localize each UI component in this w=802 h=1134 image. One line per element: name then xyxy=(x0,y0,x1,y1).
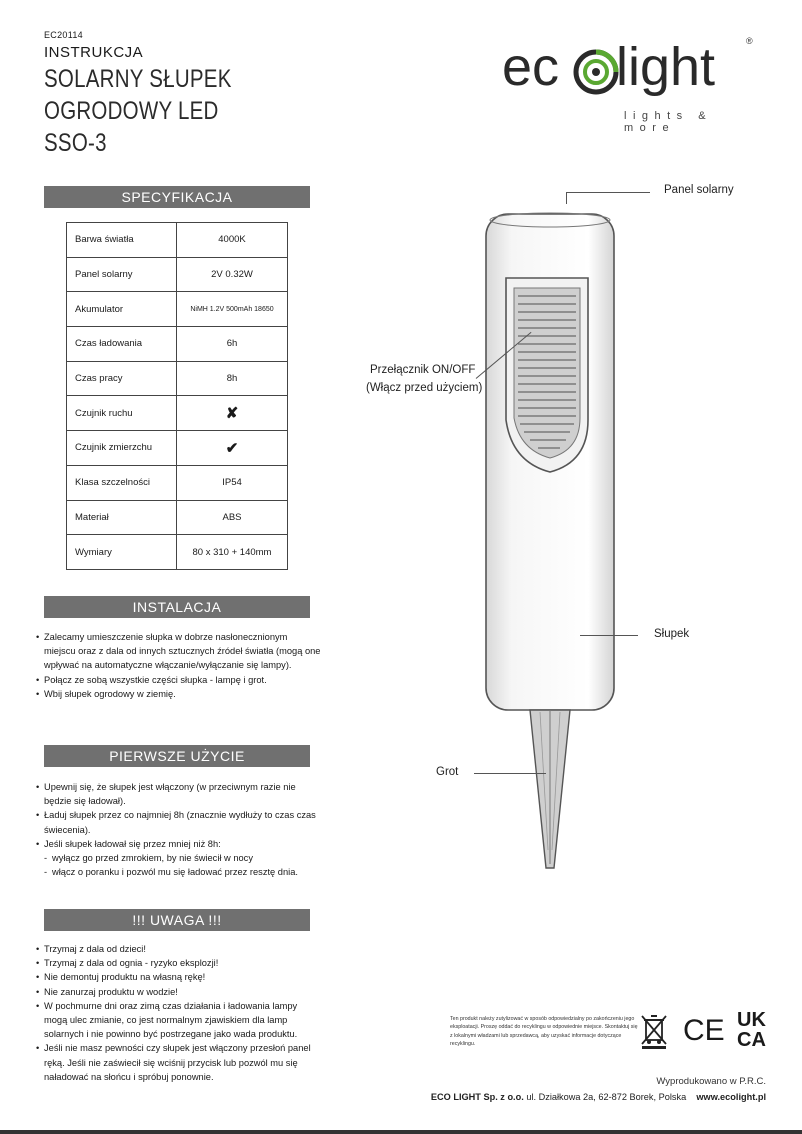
list-item: • Ładuj słupek przez co najmniej 8h (znacznie wydłuży to czas czas świecenia). xyxy=(36,808,321,836)
list-item: • Jeśli nie masz pewności czy słupek jest włączony przesłoń panel ręką. Jeśli nie zaświecił się wciśnij przycisk lub pozwól mu się naładować na słońcu i spróbuj ponownie. xyxy=(36,1041,321,1084)
weee-bin-icon xyxy=(640,1012,668,1050)
spec-heading: SPECYFIKACJA xyxy=(44,186,310,208)
spec-row xyxy=(67,223,288,258)
product-code: EC20114 xyxy=(44,30,83,40)
spike-leader-line xyxy=(474,773,546,774)
logo-light-text: light xyxy=(616,37,716,97)
label-switch-note: (Włącz przed użyciem) xyxy=(366,382,483,394)
spec-label: Barwa światła xyxy=(67,223,177,258)
spec-label: Czas ładowania xyxy=(67,327,177,362)
spec-table xyxy=(66,222,288,570)
list-item: • Połącz ze sobą wszystkie części słupka - lampę i grot. xyxy=(36,673,321,687)
label-solar-panel: Panel solarny xyxy=(664,184,734,196)
spec-value: 8h xyxy=(177,361,288,396)
list-item: • Trzymaj z dala od ognia - ryzyko eksplozji! xyxy=(36,956,321,970)
registered-mark: ® xyxy=(746,36,753,46)
list-sub-item: - włącz o poranku i pozwól mu się ładować przez resztę dnia. xyxy=(36,865,321,879)
label-spike: Grot xyxy=(436,766,459,778)
ukca-bottom: CA xyxy=(737,1029,766,1051)
spec-value: 6h xyxy=(177,327,288,362)
spec-row xyxy=(67,535,288,570)
title-line-3: SSO-3 xyxy=(44,129,107,157)
title-line-1: SOLARNY SŁUPEK xyxy=(44,65,232,93)
document-type: INSTRUKCJA xyxy=(44,44,144,61)
check-mark-icon: ✔ xyxy=(177,431,288,466)
spec-value: 80 x 310 + 140mm xyxy=(177,535,288,570)
label-post: Słupek xyxy=(654,628,690,640)
logo-eco-text: ec xyxy=(502,37,560,97)
list-item: • W pochmurne dni oraz zimą czas działania i ładowania lampy mogą ulec zmianie, co jest normalnym zjawiskiem dla lamp solarnych i nie powinno być postrzegane jako wada produktu. xyxy=(36,999,321,1042)
spec-value: 2V 0.32W xyxy=(177,257,288,292)
list-item: • Nie zanurzaj produktu w wodzie! xyxy=(36,985,321,999)
ecolight-logo xyxy=(498,30,766,134)
spec-value: NiMH 1.2V 500mAh 18650 xyxy=(177,292,288,327)
spec-row xyxy=(67,361,288,396)
install-heading: INSTALACJA xyxy=(44,596,310,618)
spec-label: Czas pracy xyxy=(67,361,177,396)
list-item: • Jeśli słupek ładował się przez mniej niż 8h: xyxy=(36,837,321,851)
spec-row xyxy=(67,257,288,292)
post-leader-line xyxy=(580,635,638,636)
spec-label: Akumulator xyxy=(67,292,177,327)
spec-label: Czujnik zmierzchu xyxy=(67,431,177,466)
warning-heading: !!! UWAGA !!! xyxy=(44,909,310,931)
spec-label: Klasa szczelności xyxy=(67,465,177,500)
spec-value: ABS xyxy=(177,500,288,535)
website-link[interactable]: www.ecolight.pl xyxy=(696,1092,766,1102)
spec-row xyxy=(67,327,288,362)
list-sub-item: - wyłącz go przed zmrokiem, by nie świecił w nocy xyxy=(36,851,321,865)
install-list xyxy=(36,630,321,701)
spec-row xyxy=(67,465,288,500)
logo-swirl-icon xyxy=(570,40,622,98)
cross-mark-icon: ✘ xyxy=(177,396,288,431)
spec-value: 4000K xyxy=(177,223,288,258)
company-name: ECO LIGHT Sp. z o.o. xyxy=(430,1092,524,1102)
disposal-note: Ten produkt należy zutylizować w sposób odpowiedzialny po zakończeniu jego eksploatacji. Proszę oddać do recyklingu w odpowiednie miejsce. Skontaktuj się z lokalnymi władzami lub sprzedawcą, aby uzyskać informacje dotyczące recyklingu. xyxy=(450,1016,638,1048)
spec-row xyxy=(67,431,288,466)
company-address: ul. Działkowa 2a, 62-872 Borek, Polska xyxy=(526,1092,687,1102)
company-footer xyxy=(431,1092,766,1102)
list-item: • Zalecamy umieszczenie słupka w dobrze nasłonecznionym miejscu oraz z dala od innych sztucznych źródeł światła (mogą one wpływać na automatyczne włączanie/wyłączanie się lampy). xyxy=(36,630,321,673)
first-use-heading: PIERWSZE UŻYCIE xyxy=(44,745,310,767)
solar-post-illustration xyxy=(470,200,630,890)
title-line-2: OGRODOWY LED xyxy=(44,97,219,125)
list-item: • Nie demontuj produktu na własną rękę! xyxy=(36,970,321,984)
spec-row xyxy=(67,500,288,535)
ce-mark: CE xyxy=(683,1014,725,1047)
spec-label: Materiał xyxy=(67,500,177,535)
first-use-list xyxy=(36,780,321,879)
list-item: • Wbij słupek ogrodowy w ziemię. xyxy=(36,687,321,701)
spec-value: IP54 xyxy=(177,465,288,500)
spec-label: Wymiary xyxy=(67,535,177,570)
label-switch: Przełącznik ON/OFF xyxy=(370,364,476,376)
spec-label: Panel solarny xyxy=(67,257,177,292)
spec-row xyxy=(67,292,288,327)
ukca-mark xyxy=(737,1009,766,1051)
warning-list xyxy=(36,942,321,1084)
panel-leader-tick xyxy=(566,192,567,204)
made-in-label: Wyprodukowano w P.R.C. xyxy=(656,1076,766,1087)
list-item: • Upewnij się, że słupek jest włączony (w przeciwnym razie nie będzie się ładował). xyxy=(36,780,321,808)
list-item: • Trzymaj z dala od dzieci! xyxy=(36,942,321,956)
ukca-top: UK xyxy=(737,1009,766,1031)
bottom-rule xyxy=(0,1130,802,1134)
panel-leader-line xyxy=(566,192,650,193)
logo-tagline: lights & more xyxy=(624,110,713,134)
spec-row xyxy=(67,396,288,431)
spec-label: Czujnik ruchu xyxy=(67,396,177,431)
